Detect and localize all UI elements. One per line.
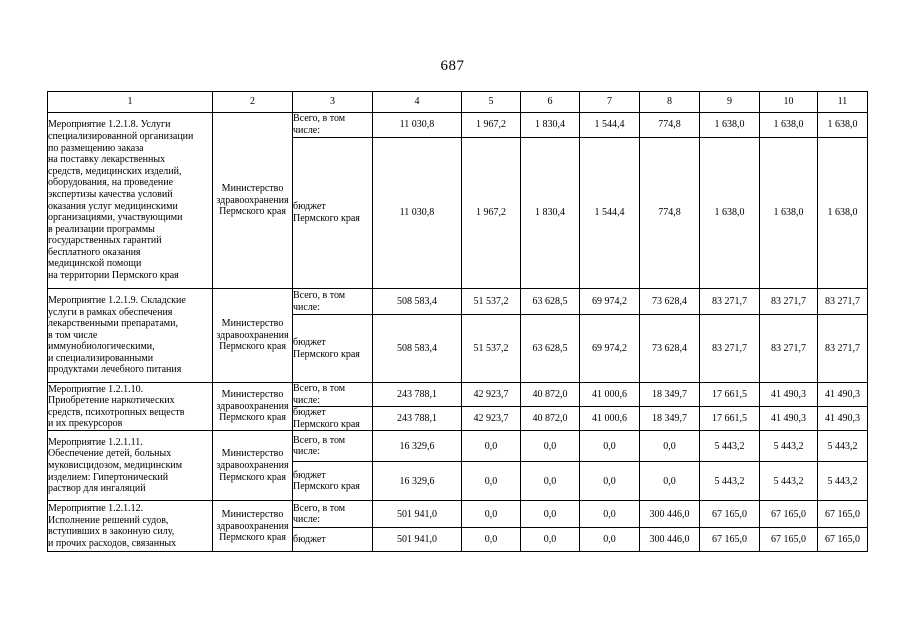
activity-cell-line: бесплатного оказания: [48, 246, 141, 258]
table-row-total: [48, 501, 868, 528]
source-cell: [293, 501, 373, 528]
column-header: 4: [373, 92, 462, 113]
source-cell-line: числе:: [293, 301, 321, 313]
value-cell: 774,8: [640, 113, 700, 138]
value-cell: 5 443,2: [700, 431, 760, 462]
activity-cell-line: Мероприятие 1.2.1.10.: [48, 383, 144, 395]
value-cell: 42 923,7: [462, 383, 521, 407]
value-cell: 18 349,7: [640, 407, 700, 431]
agency-cell: [213, 289, 293, 383]
value-cell: 0,0: [462, 462, 521, 501]
source-cell-line: бюджет: [293, 201, 326, 213]
agency-cell-line: Пермского края: [219, 471, 286, 483]
agency-cell-line: здравоохранения: [216, 520, 289, 532]
agency-cell-line: Министерство: [221, 318, 284, 330]
value-cell: 40 872,0: [521, 383, 580, 407]
activity-cell-line: средств, медицинских изделий,: [48, 165, 182, 177]
source-cell-line: Пермского края: [293, 213, 360, 224]
activity-cell-line: раствор для ингаляций: [48, 483, 146, 495]
value-cell: 0,0: [521, 528, 580, 552]
activity-cell-line: средств, психотропных веществ: [48, 406, 185, 418]
value-cell: 0,0: [521, 462, 580, 501]
value-cell: 1 638,0: [818, 113, 868, 138]
value-cell: 41 490,3: [760, 407, 818, 431]
agency-cell-line: здравоохранения: [216, 460, 289, 472]
agency-cell: [213, 431, 293, 501]
value-cell: 83 271,7: [760, 289, 818, 315]
table-row-total: [48, 431, 868, 462]
source-cell-line: Пермского края: [293, 418, 360, 430]
value-cell: 18 349,7: [640, 383, 700, 407]
value-cell: 41 490,3: [818, 383, 868, 407]
value-cell: 5 443,2: [760, 431, 818, 462]
source-cell-line: Всего, в том: [293, 434, 346, 446]
source-cell-line: Пермского края: [293, 348, 360, 360]
value-cell: 83 271,7: [700, 289, 760, 315]
agency-cell: [213, 383, 293, 431]
activity-cell-line: государственных гарантий: [48, 235, 162, 247]
column-header: 3: [293, 92, 373, 113]
value-cell: 83 271,7: [760, 315, 818, 383]
source-cell-line: Всего, в том: [293, 289, 346, 301]
column-header: 6: [521, 92, 580, 113]
agency-cell-line: здравоохранения: [216, 194, 289, 206]
agency-cell-line: здравоохранения: [216, 329, 289, 341]
value-cell: 1 638,0: [700, 113, 760, 138]
agency-cell-line: Министерство: [221, 183, 284, 195]
activity-cell-line: специализированной организации: [48, 130, 194, 142]
source-cell: [293, 138, 373, 289]
activity-cell-line: медицинской помощи: [48, 258, 142, 270]
source-cell-line: числе:: [293, 446, 321, 458]
source-cell-line: числе:: [293, 514, 321, 526]
value-cell: 40 872,0: [521, 407, 580, 431]
value-cell: 69 974,2: [580, 289, 640, 315]
activity-cell-line: услуги в рамках обеспечения: [48, 306, 173, 318]
value-cell: 0,0: [580, 462, 640, 501]
value-cell: 508 583,4: [373, 289, 462, 315]
column-header: 9: [700, 92, 760, 113]
value-cell: 73 628,4: [640, 289, 700, 315]
value-cell: 11 030,8: [373, 138, 462, 289]
activity-cell-line: и их прекурсоров: [48, 418, 123, 430]
activity-cell-line: на территории Пермского края: [48, 270, 179, 282]
source-cell-line: бюджет: [293, 469, 326, 481]
agency-cell: [213, 113, 293, 289]
table-row-total: [48, 383, 868, 407]
activity-cell-line: Мероприятие 1.2.1.11.: [48, 436, 143, 448]
activity-cell-line: по размещению заказа: [48, 142, 144, 154]
value-cell: 83 271,7: [700, 315, 760, 383]
column-header: 5: [462, 92, 521, 113]
activity-cell: [48, 431, 213, 501]
value-cell: 67 165,0: [700, 528, 760, 552]
value-cell: 63 628,5: [521, 289, 580, 315]
value-cell: 51 537,2: [462, 289, 521, 315]
activity-cell-line: оборудования, на проведение: [48, 177, 174, 189]
header-row: [48, 92, 868, 113]
value-cell: 51 537,2: [462, 315, 521, 383]
column-header: 10: [760, 92, 818, 113]
activity-cell: [48, 501, 213, 552]
activity-cell-line: муковисцидозом, медицинским: [48, 460, 183, 472]
value-cell: 1 638,0: [760, 138, 818, 289]
agency-cell-line: Пермского края: [219, 341, 286, 353]
column-header: 11: [818, 92, 868, 113]
value-cell: 0,0: [462, 528, 521, 552]
source-cell-line: числе:: [293, 125, 321, 136]
value-cell: 17 661,5: [700, 383, 760, 407]
activity-cell-line: и прочих расходов, связанных: [48, 537, 177, 549]
value-cell: 0,0: [521, 501, 580, 528]
value-cell: 42 923,7: [462, 407, 521, 431]
value-cell: 0,0: [462, 431, 521, 462]
value-cell: 1 638,0: [818, 138, 868, 289]
activity-cell-line: Мероприятие 1.2.1.8. Услуги: [48, 119, 171, 131]
source-cell: [293, 113, 373, 138]
activity-cell-line: Обеспечение детей, больных: [48, 448, 172, 460]
value-cell: 41 490,3: [760, 383, 818, 407]
agency-cell: [213, 501, 293, 552]
table-row-total: [48, 289, 868, 315]
value-cell: 67 165,0: [760, 528, 818, 552]
value-cell: 0,0: [580, 431, 640, 462]
value-cell: 1 544,4: [580, 138, 640, 289]
value-cell: 5 443,2: [818, 431, 868, 462]
source-cell: [293, 289, 373, 315]
value-cell: 5 443,2: [818, 462, 868, 501]
activity-cell-line: Исполнение решений судов,: [48, 514, 169, 526]
value-cell: 69 974,2: [580, 315, 640, 383]
source-cell: [293, 315, 373, 383]
value-cell: 1 830,4: [521, 113, 580, 138]
activity-cell: [48, 289, 213, 383]
value-cell: 300 446,0: [640, 501, 700, 528]
activity-cell-line: вступивших в законную силу,: [48, 526, 175, 538]
activity-cell-line: иммунобиологическими,: [48, 341, 155, 353]
source-cell-line: Всего, в том: [293, 502, 346, 514]
activity-cell-line: Мероприятие 1.2.1.9. Складские: [48, 294, 186, 306]
value-cell: 243 788,1: [373, 383, 462, 407]
activity-cell-line: Приобретение наркотических: [48, 395, 175, 407]
activity-cell-line: на поставку лекарственных: [48, 154, 166, 166]
value-cell: 501 941,0: [373, 528, 462, 552]
value-cell: 67 165,0: [818, 528, 868, 552]
source-cell-line: бюджет: [293, 407, 326, 419]
value-cell: 0,0: [640, 431, 700, 462]
agency-cell-line: Пермского края: [219, 532, 286, 544]
value-cell: 774,8: [640, 138, 700, 289]
activity-cell-line: Мероприятие 1.2.1.12.: [48, 503, 144, 515]
value-cell: 41 490,3: [818, 407, 868, 431]
value-cell: 73 628,4: [640, 315, 700, 383]
value-cell: 0,0: [640, 462, 700, 501]
value-cell: 41 000,6: [580, 407, 640, 431]
value-cell: 83 271,7: [818, 315, 868, 383]
value-cell: 1 638,0: [760, 113, 818, 138]
activity-cell-line: оказания услуг медицинскими: [48, 200, 178, 212]
column-header: 2: [213, 92, 293, 113]
activity-cell: [48, 113, 213, 289]
value-cell: 0,0: [580, 501, 640, 528]
source-cell: [293, 462, 373, 501]
activity-cell-line: организациями, участвующими: [48, 212, 183, 224]
budget-table: [47, 91, 868, 552]
value-cell: 67 165,0: [700, 501, 760, 528]
agency-cell-line: Министерство: [221, 448, 284, 460]
source-cell-line: Всего, в том: [293, 383, 346, 394]
activity-cell-line: лекарственными препаратами,: [48, 318, 178, 330]
source-cell: [293, 407, 373, 431]
value-cell: 5 443,2: [700, 462, 760, 501]
value-cell: 501 941,0: [373, 501, 462, 528]
column-header: 1: [48, 92, 213, 113]
value-cell: 17 661,5: [700, 407, 760, 431]
value-cell: 41 000,6: [580, 383, 640, 407]
activity-cell-line: в реализации программы: [48, 223, 155, 235]
value-cell: 300 446,0: [640, 528, 700, 552]
value-cell: 1 830,4: [521, 138, 580, 289]
source-cell-line: бюджет: [293, 336, 326, 348]
value-cell: 0,0: [521, 431, 580, 462]
source-cell: [293, 383, 373, 407]
value-cell: 11 030,8: [373, 113, 462, 138]
source-cell: [293, 431, 373, 462]
value-cell: 16 329,6: [373, 462, 462, 501]
source-cell-line: числе:: [293, 394, 321, 406]
agency-cell-line: здравоохранения: [216, 400, 289, 412]
value-cell: 83 271,7: [818, 289, 868, 315]
value-cell: 1 544,4: [580, 113, 640, 138]
agency-cell-line: Министерство: [221, 389, 284, 401]
value-cell: 508 583,4: [373, 315, 462, 383]
value-cell: 243 788,1: [373, 407, 462, 431]
agency-cell-line: Министерство: [221, 508, 284, 520]
value-cell: 1 967,2: [462, 138, 521, 289]
column-header: 8: [640, 92, 700, 113]
value-cell: 63 628,5: [521, 315, 580, 383]
value-cell: 67 165,0: [760, 501, 818, 528]
page-number: 687: [440, 58, 465, 74]
source-cell-line: Всего, в том: [293, 113, 346, 125]
value-cell: 1 967,2: [462, 113, 521, 138]
activity-cell-line: продуктами лечебного питания: [48, 364, 182, 376]
value-cell: 67 165,0: [818, 501, 868, 528]
value-cell: 16 329,6: [373, 431, 462, 462]
value-cell: 1 638,0: [700, 138, 760, 289]
source-cell-line: Пермского края: [293, 481, 360, 493]
agency-cell-line: Пермского края: [219, 412, 286, 424]
activity-cell-line: экспертизы качества условий: [48, 188, 173, 200]
table-body: [48, 113, 868, 552]
source-cell-line: бюджет: [293, 534, 326, 546]
source-cell: [293, 528, 373, 552]
value-cell: 0,0: [462, 501, 521, 528]
agency-cell-line: Пермского края: [219, 206, 286, 218]
activity-cell-line: и специализированными: [48, 352, 154, 364]
column-header: 7: [580, 92, 640, 113]
value-cell: 5 443,2: [760, 462, 818, 501]
activity-cell-line: изделием: Гипертонический: [48, 471, 169, 483]
table-row-total: [48, 113, 868, 138]
activity-cell-line: в том числе: [48, 329, 98, 341]
activity-cell: [48, 383, 213, 431]
value-cell: 0,0: [580, 528, 640, 552]
